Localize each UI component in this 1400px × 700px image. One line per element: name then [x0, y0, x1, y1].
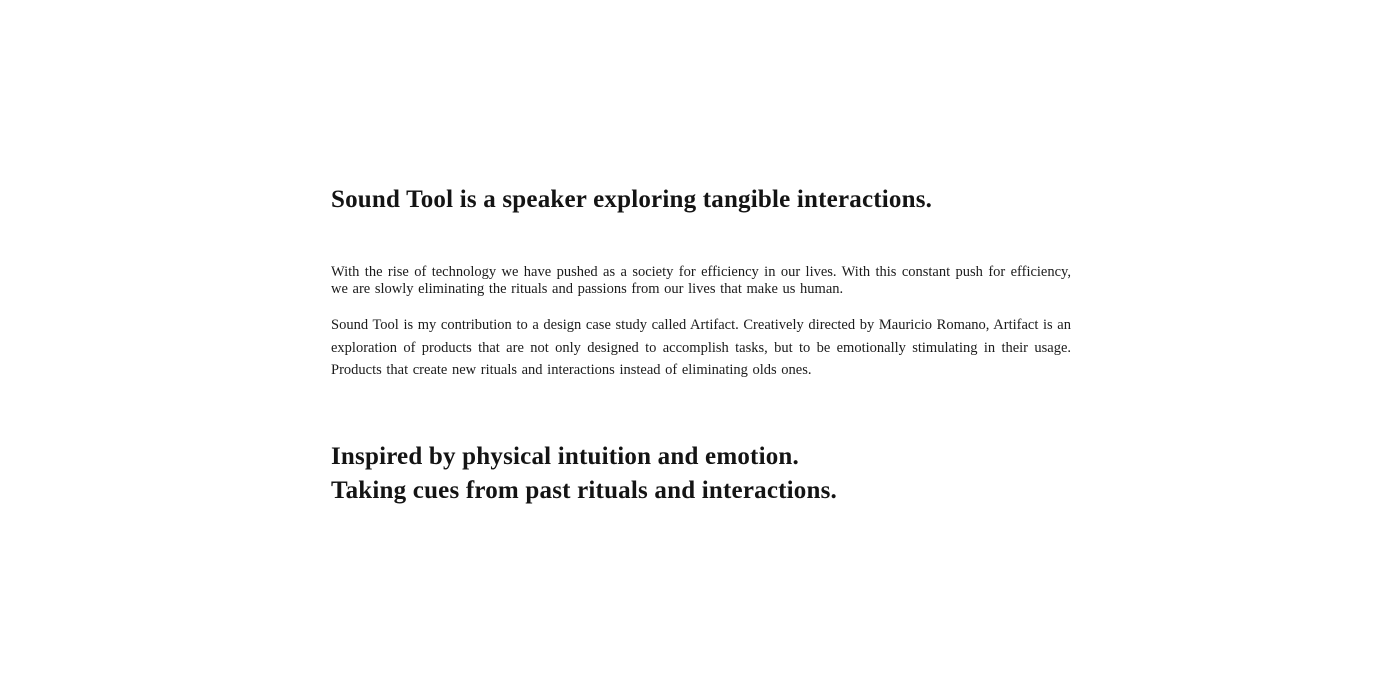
description-paragraph: Sound Tool is my contribution to a design case study called Artifact. Creatively directed by Mauricio Romano, Artifact is an exploration of products that are not only designed to accomplish tasks, but to be emotionally stimulating in their usage. Products that create new rituals and interactions instead of eliminating olds ones. [331, 317, 1071, 378]
main-heading: Sound Tool is a speaker exploring tangible interactions. [331, 186, 933, 213]
sub-heading [331, 440, 1071, 507]
sub-heading-line-1: Inspired by physical intuition and emotion. [331, 443, 799, 470]
intro-paragraph: With the rise of technology we have pushed as a society for efficiency in our lives. With this constant push for efficiency, we are slowly eliminating the rituals and passions from our lives that make us human. [331, 264, 1071, 297]
sub-heading-line-2: Taking cues from past rituals and interactions. [331, 476, 837, 504]
